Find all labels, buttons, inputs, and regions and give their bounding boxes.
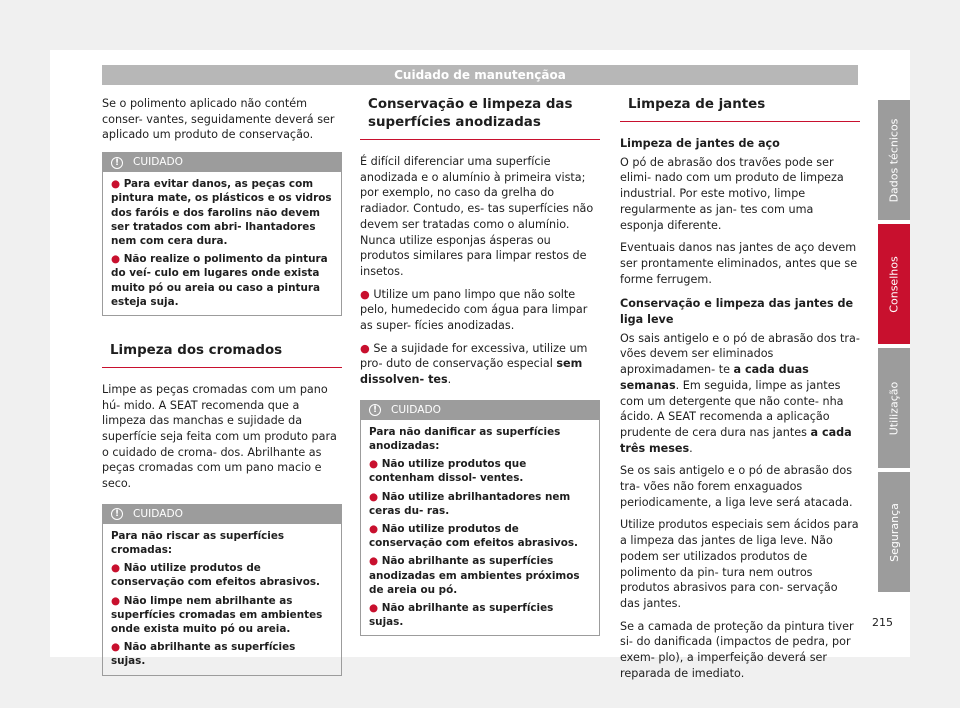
warning-icon: ! xyxy=(111,508,123,520)
subtitle-steel-wheels: Limpeza de jantes de aço xyxy=(620,137,780,150)
caution-box-3 xyxy=(360,400,600,637)
caution-heading: Para não danificar as superfícies anodizadas: xyxy=(369,425,561,453)
tab-seguranca[interactable] xyxy=(878,472,910,592)
column-2 xyxy=(360,96,600,648)
bold-run: a cada três meses xyxy=(620,425,852,455)
caution-box-1 xyxy=(102,152,342,316)
wheels-paragraph-1: O pó de abrasão dos travões pode ser elimi- nado com um produto de limpeza industrial. Por este motivo, limpe regularmente as jan- tes com uma esponja diferente. xyxy=(620,155,844,232)
tab-label: Segurança xyxy=(887,502,901,562)
bullet-icon: ● xyxy=(111,178,121,191)
bullet-icon: ● xyxy=(111,594,121,607)
caution-text: Não abrilhante as superfícies sujas. xyxy=(369,602,554,629)
wheels-paragraph-4: Se os sais antigelo e o pó de abrasão dos tra- vões não forem enxaguados periodicamente, a liga leve será atacada. xyxy=(620,464,853,509)
section-title-chrome: Limpeza dos cromados xyxy=(102,342,342,368)
caution-item xyxy=(111,177,333,248)
tab-dados-tecnicos[interactable] xyxy=(878,100,910,220)
caution-text: Não utilize produtos de conservação com efeitos abrasivos. xyxy=(369,523,578,550)
bullet-icon: ● xyxy=(369,490,379,503)
caution-text: Não limpe nem abrilhante as superfícies cromadas em ambientes onde exista muito pó ou areia. xyxy=(111,594,323,636)
bullet-text: Utilize um pano limpo que não solte pelo, humedecido com água para limpar as super- fícies anodizadas. xyxy=(360,287,588,333)
caution-text: Não abrilhante as superfícies anodizadas em ambientes próximos de areia ou pó. xyxy=(369,555,580,596)
anodized-bullet-2 xyxy=(360,341,600,388)
caution-item xyxy=(111,561,333,589)
caution-text: Não utilize abrilhantadores nem ceras du- ras. xyxy=(369,490,571,517)
anodized-paragraph: É difícil diferenciar uma superfície anodizada e o alumínio à primeira vista; por exemplo, no caso da grelha do radiador. Contudo, es- tas superfícies não devem ser tratadas como o alumínio. Nunca utilize esponjas ásperas ou produtos similares para limpar restos de insetos. xyxy=(360,155,594,278)
tab-label: Conselhos xyxy=(887,255,901,313)
bullet-text: Se a sujidade for excessiva, utilize um pro- duto de conservação especial xyxy=(360,341,588,371)
caution-item xyxy=(369,601,591,629)
intro-paragraph: Se o polimento aplicado não contém conser- vantes, seguidamente deverá ser aplicado um produto de conservação. xyxy=(102,97,335,142)
caution-label: CUIDADO xyxy=(133,507,183,520)
wheels-paragraph-2: Eventuais danos nas jantes de aço devem ser prontamente eliminados, antes que se forme ferrugem. xyxy=(620,241,858,286)
bold-run: a cada duas semanas xyxy=(620,363,809,392)
bullet-icon: ● xyxy=(369,602,379,615)
warning-icon: ! xyxy=(369,404,381,416)
caution-item xyxy=(111,594,333,637)
tab-conselhos[interactable] xyxy=(878,224,910,344)
section-title-wheels: Limpeza de jantes xyxy=(620,96,860,122)
text-run: Os sais antigelo e o pó de abrasão dos tra- vões devem ser eliminados aproximadamen- te xyxy=(620,331,860,377)
page-number: 215 xyxy=(872,616,893,629)
section-title-anodized: Conservação e limpeza das superfícies anodizadas xyxy=(360,96,600,140)
bullet-icon: ● xyxy=(360,341,370,355)
bullet-bold-text: sem dissolven- tes xyxy=(360,357,583,387)
caution-item xyxy=(369,554,591,597)
wheels-paragraph-3 xyxy=(620,331,860,457)
caution-text: Não realize o polimento da pintura do veí- culo em lugares onde exista muito pó ou areia ou caso a pintura esteja suja. xyxy=(111,253,328,308)
tab-label: Dados técnicos xyxy=(887,118,901,202)
page-header: Cuidado de manutençãoa xyxy=(102,65,858,85)
caution-item xyxy=(369,490,591,518)
caution-body xyxy=(103,172,341,315)
caution-item xyxy=(369,522,591,550)
bullet-icon: ● xyxy=(111,562,121,575)
column-1 xyxy=(102,96,342,688)
text-run: . Em seguida, limpe as jantes com um detergente que não conte- nha ácido. A SEAT recomenda a aplicação prudente de cera dura nas jantes xyxy=(620,378,844,439)
anodized-bullet-1 xyxy=(360,287,600,334)
caution-body xyxy=(103,524,341,675)
bullet-icon: ● xyxy=(111,253,121,266)
bullet-icon: ● xyxy=(360,287,370,301)
tab-utilizacao[interactable] xyxy=(878,348,910,468)
caution-header xyxy=(103,505,341,524)
warning-icon: ! xyxy=(111,157,123,169)
caution-item xyxy=(111,252,333,309)
caution-text: Para evitar danos, as peças com pintura mate, os plásticos e os vidros dos faróis e dos farolins não devem ser tratados com abri- lhantadores nem com cera dura. xyxy=(111,178,332,247)
caution-box-2 xyxy=(102,504,342,676)
bullet-icon: ● xyxy=(369,458,379,471)
caution-header xyxy=(361,401,599,420)
caution-text: Não abrilhante as superfícies sujas. xyxy=(111,641,296,668)
caution-heading: Para não riscar as superfícies cromadas: xyxy=(111,529,285,557)
wheels-paragraph-6: Se a camada de proteção da pintura tiver si- do danificada (impactos de pedra, por exem- plo), a imperfeição deverá ser reparada de imediato. xyxy=(620,619,854,680)
bullet-text-end: . xyxy=(447,373,452,387)
bullet-icon: ● xyxy=(369,523,379,536)
caution-header xyxy=(103,153,341,172)
chrome-paragraph: Limpe as peças cromadas com um pano hú- mido. A SEAT recomenda que a limpeza das manchas e sujidade da superfície seja feita com um produto para o cuidado de croma- dos. Abrilhante as peças cromadas com um pano macio e seco. xyxy=(102,382,337,491)
text-run: . xyxy=(689,441,693,455)
caution-item xyxy=(111,640,333,668)
tab-label: Utilização xyxy=(887,381,901,435)
wheels-paragraph-5: Utilize produtos especiais sem ácidos para a limpeza das jantes de liga leve. Não podem ser utilizados produtos de polimento da pin- tura nem outros produtos abrasivos para con- servação das jantes. xyxy=(620,518,859,610)
caution-label: CUIDADO xyxy=(391,403,441,416)
column-3 xyxy=(620,96,860,689)
subtitle-alloy-wheels: Conservação e limpeza das jantes de liga leve xyxy=(620,297,854,327)
caution-text: Não utilize produtos de conservação com efeitos abrasivos. xyxy=(111,562,320,589)
caution-item xyxy=(369,457,591,485)
caution-label: CUIDADO xyxy=(133,156,183,169)
caution-text: Não utilize produtos que contenham dissol- ventes. xyxy=(369,458,527,485)
bullet-icon: ● xyxy=(369,555,379,568)
bullet-icon: ● xyxy=(111,641,121,654)
caution-body xyxy=(361,420,599,636)
